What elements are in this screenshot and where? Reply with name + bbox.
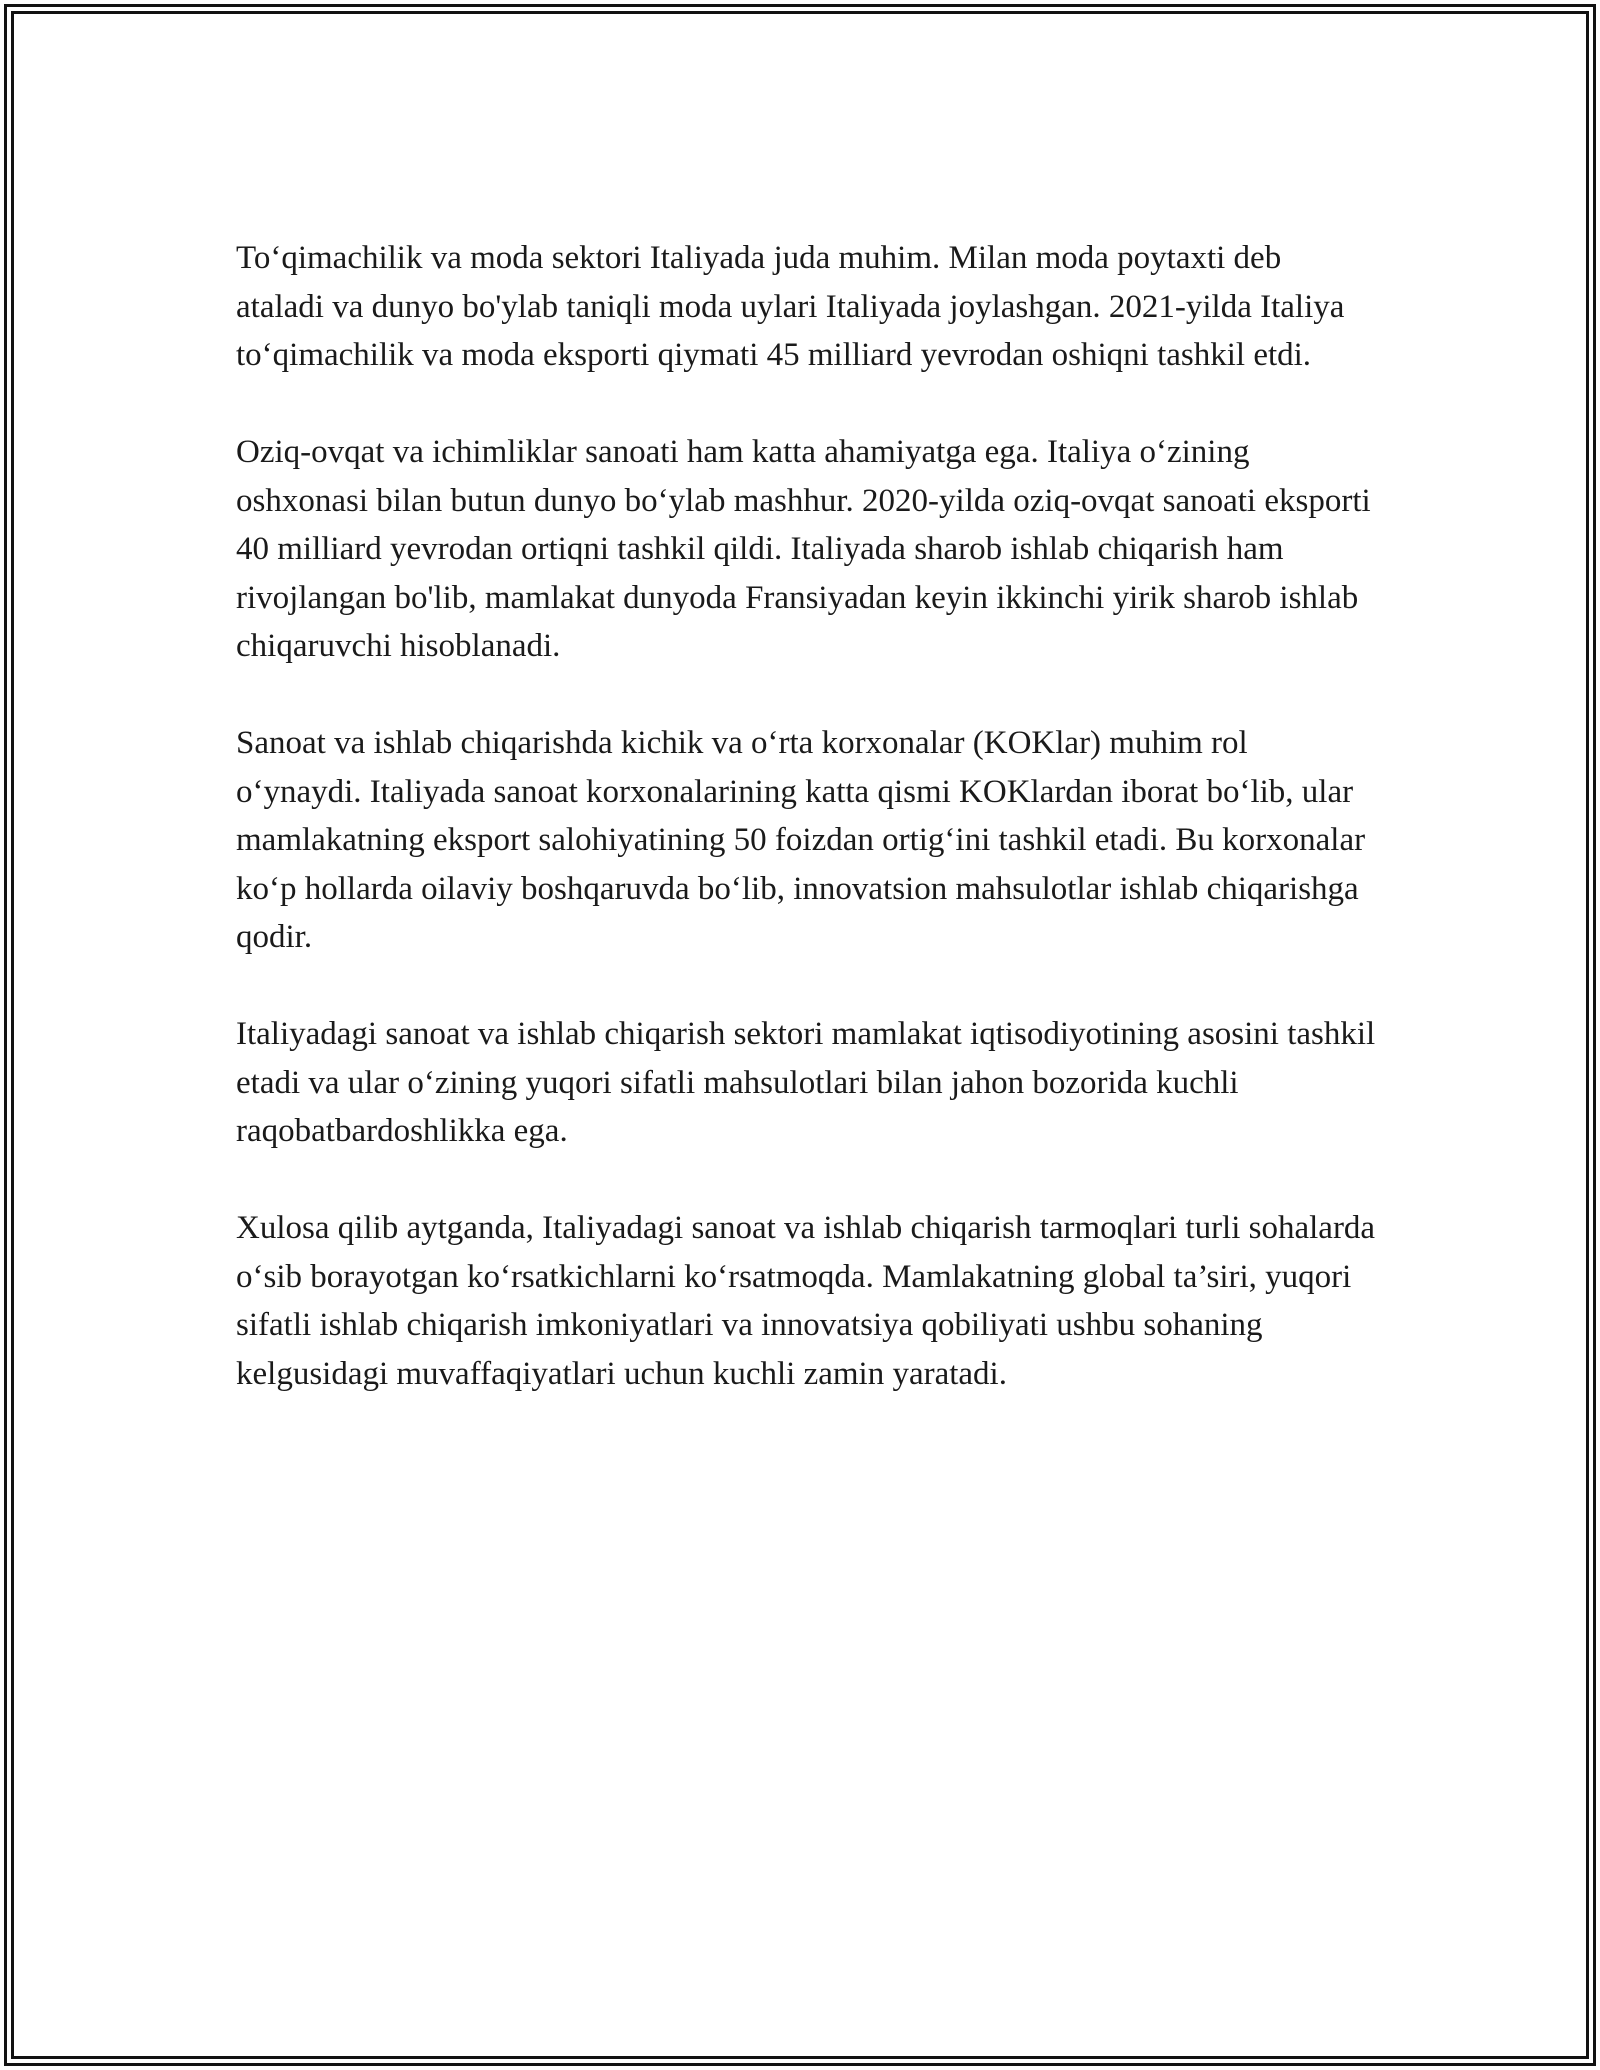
paragraph-textile-fashion: To‘qimachilik va moda sektori Italiyada juda muhim. Milan moda poytaxti deb ataladi va dunyo bo'ylab taniqli moda uylari Italiyada joylashgan. 2021-yilda Italiya to‘qimachilik va moda eksporti qiymati 45 milliard yevrodan oshiqni tashkil etdi. — [236, 240, 1345, 373]
paragraph-conclusion: Xulosa qilib aytganda, Italiyadagi sanoat va ishlab chiqarish tarmoqlari turli sohalarda o‘sib borayotgan ko‘rsatkichlarni ko‘rsatmoqda. Mamlakatning global ta’siri, yuqori sifatli ishlab chiqarish imkoniyatlari va innovatsiya qobiliyati ushbu sohaning kelgusidagi muvaffaqiyatlari uchun kuchli zamin yaratadi. — [236, 1210, 1376, 1392]
paragraph-food-beverage: Oziq-ovqat va ichimliklar sanoati ham katta ahamiyatga ega. Italiya o‘zining oshxonasi bilan butun dunyo bo‘ylab mashhur. 2020-yilda oziq-ovqat sanoati eksporti 40 milliard yevrodan ortiqni tashkil qildi. Italiyada sharob ishlab chiqarish ham rivojlangan bo'lib, mamlakat dunyoda Fransiyadan keyin ikkinchi yirik sharob ishlab chiqaruvchi hisoblanadi. — [236, 434, 1371, 664]
document-body — [236, 234, 1376, 1447]
paragraph-small-medium-enterprises: Sanoat va ishlab chiqarishda kichik va o‘rta korxonalar (KOKlar) muhim rol o‘ynaydi. Italiyada sanoat korxonalarining katta qismi KOKlardan iborat bo‘lib, ular mamlakatning eksport salohiyatining 50 foizdan ortig‘ini tashkil etadi. Bu korxonalar ko‘p hollarda oilaviy boshqaruvda bo‘lib, innovatsion mahsulotlar ishlab chiqarishga qodir. — [236, 725, 1366, 955]
paragraph-industry-sector: Italiyadagi sanoat va ishlab chiqarish sektori mamlakat iqtisodiyotining asosini tashkil etadi va ular o‘zining yuqori sifatli mahsulotlari bilan jahon bozorida kuchli raqobatbardoshlikka ega. — [236, 1016, 1376, 1149]
